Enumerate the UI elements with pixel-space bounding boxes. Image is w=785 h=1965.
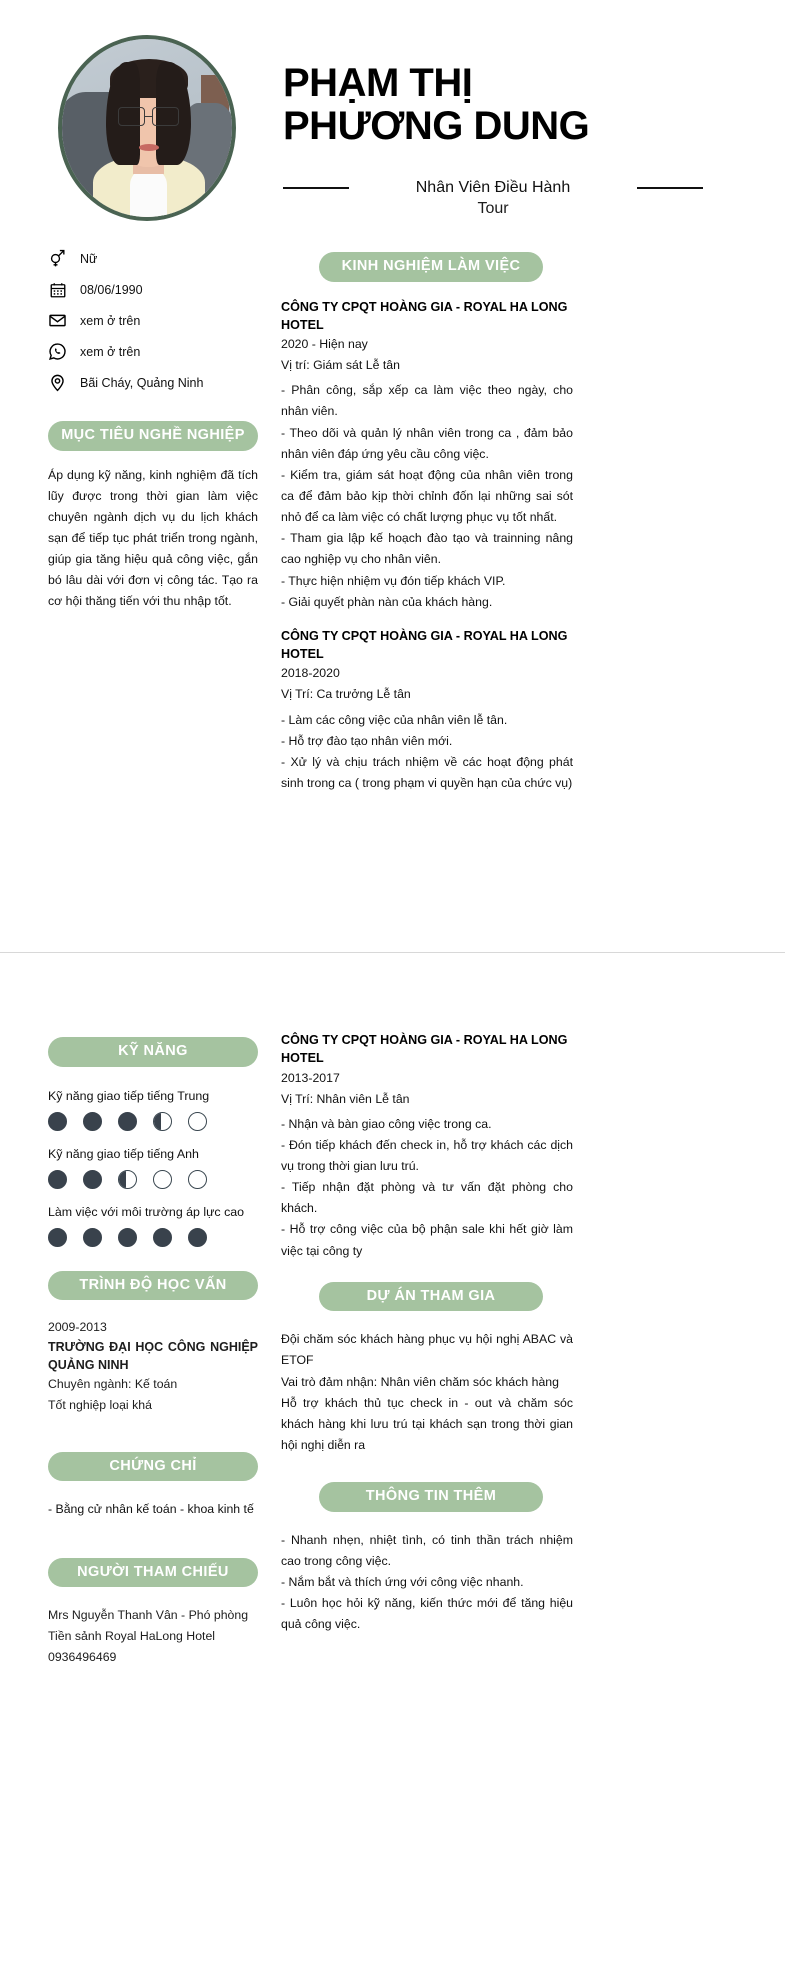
- references-section: [48, 1558, 258, 1668]
- rating-dot: [48, 1170, 67, 1189]
- rating-dot: [188, 1228, 207, 1247]
- page-title: [283, 62, 703, 148]
- left-column-page2: [48, 1037, 258, 1668]
- education-major: Chuyên ngành: Kế toán: [48, 1377, 178, 1392]
- cv-page-1: [0, 0, 785, 952]
- job-title: Nhân Viên Điều Hành: [415, 179, 571, 196]
- education-year: 2009-2013: [48, 1320, 107, 1334]
- contact-item-birthdate: [48, 274, 258, 305]
- job-position: Vị Trí: Ca trưởng Lễ tân: [281, 687, 411, 702]
- skill-label: Làm việc với môi trường áp lực cao: [48, 1204, 245, 1219]
- job-company: CÔNG TY CPQT HOÀNG GIA - ROYAL HA LONG HOTEL: [281, 628, 568, 662]
- avatar: [58, 35, 236, 221]
- rating-dot: [188, 1112, 207, 1131]
- rating-dot: [153, 1228, 172, 1247]
- experience-job-1: [281, 298, 573, 613]
- experience-heading: KINH NGHIỆM LÀM VIỆC: [319, 252, 543, 282]
- rating-dot: [118, 1228, 137, 1247]
- certificates-heading: CHỨNG CHỈ: [48, 1452, 258, 1482]
- portrait-photo: [62, 39, 232, 217]
- rule-right: [637, 187, 703, 189]
- contact-value-email: xem ở trên: [80, 313, 141, 328]
- skill-item-2: [48, 1147, 258, 1189]
- reference-line: Mrs Nguyễn Thanh Vân - Phó phòng: [48, 1608, 249, 1623]
- job-bullet: - Làm các công việc của nhân viên lễ tân.: [281, 712, 508, 727]
- contact-item-location: [48, 367, 258, 398]
- skills-heading: KỸ NĂNG: [48, 1037, 258, 1067]
- job-bullet: - Phân công, sắp xếp ca làm việc theo ngày, cho nhân viên.: [281, 383, 573, 419]
- experience-job-2: [281, 627, 573, 794]
- job-bullet: - Hỗ trợ đào tạo nhân viên mới.: [281, 733, 453, 748]
- additional-info-section: [281, 1482, 573, 1635]
- contact-item-email: [48, 305, 258, 336]
- skill-item-3: [48, 1205, 258, 1247]
- location-icon: [48, 373, 67, 392]
- certificates-section: [48, 1452, 258, 1521]
- right-column-page1: [281, 252, 573, 794]
- reference-line: 0936496469: [48, 1649, 117, 1664]
- project-line: Đội chăm sóc khách hàng phục vụ hội nghị ABAC và ETOF: [281, 1332, 573, 1368]
- additional-info-heading: THÔNG TIN THÊM: [319, 1482, 543, 1512]
- rating-dot: [118, 1112, 137, 1131]
- contact-value-gender: Nữ: [80, 251, 98, 266]
- objective-heading: MỤC TIÊU NGHỀ NGHIỆP: [48, 421, 258, 451]
- left-column-page1: [48, 243, 258, 612]
- job-company: CÔNG TY CPQT HOÀNG GIA - ROYAL HA LONG HOTEL: [281, 299, 568, 332]
- job-bullet: - Xử lý và chịu trách nhiệm về các hoạt động phát sinh trong ca ( trong phạm vi quyền hạn của chức vụ): [281, 754, 573, 791]
- certificate-item: - Bằng cử nhân kế toán - khoa kinh tế: [48, 1502, 254, 1517]
- job-bullet: - Theo dõi và quản lý nhân viên trong ca , đảm bảo nhân viên đáp ứng yêu cầu công việc.: [281, 425, 573, 461]
- skill-item-1: [48, 1089, 258, 1131]
- rating-dot: [48, 1228, 67, 1247]
- job-title-row: [283, 178, 703, 198]
- education-heading: TRÌNH ĐỘ HỌC VẤN: [48, 1271, 258, 1301]
- contact-list: [48, 243, 258, 398]
- job-period: 2013-2017: [281, 1070, 340, 1085]
- experience-job-3: [281, 1031, 573, 1262]
- education-result: Tốt nghiệp loại khá: [48, 1398, 152, 1413]
- job-bullet: - Giải quyết phàn nàn của khách hàng.: [281, 594, 493, 609]
- contact-value-location: Bãi Cháy, Quảng Ninh: [80, 375, 204, 390]
- reference-line: Tiền sảnh Royal HaLong Hotel: [48, 1628, 216, 1643]
- skill-rating: [48, 1228, 258, 1247]
- projects-heading: DỰ ÁN THAM GIA: [319, 1282, 543, 1312]
- job-position: Vị Trí: Nhân viên Lễ tân: [281, 1091, 410, 1106]
- objective-text: Áp dụng kỹ năng, kinh nghiệm đã tích lũy được trong thời gian làm việc chuyên ngành dịch vụ du lịch khách sạn để tiếp tục phát triển trong ngành, giúp gia tăng hiệu quả công việc, gắn bó lâu dài với đơn vị công tác. Tạo ra cơ hội thăng tiến với thu nhập tốt.: [48, 467, 258, 609]
- job-title-line2: Tour: [477, 200, 509, 217]
- references-heading: NGƯỜI THAM CHIẾU: [48, 1558, 258, 1588]
- education-school: TRƯỜNG ĐẠI HỌC CÔNG NGHIỆP QUẢNG NINH: [48, 1339, 258, 1373]
- cv-header: [0, 0, 785, 240]
- whatsapp-icon: [48, 342, 67, 361]
- cv-page-2: [0, 952, 785, 1965]
- job-period: 2018-2020: [281, 666, 340, 681]
- project-line: Vai trò đảm nhận: Nhân viên chăm sóc khách hàng: [281, 1374, 559, 1389]
- job-company: CÔNG TY CPQT HOÀNG GIA - ROYAL HA LONG HOTEL: [281, 1033, 568, 1066]
- rating-dot: [83, 1228, 102, 1247]
- skill-rating: [48, 1112, 258, 1131]
- job-bullet: - Kiểm tra, giám sát hoạt động của nhân viên trong ca để đảm bảo kịp thời chỉnh đốn lại những sai sót nhỏ để ca làm việc có chất lượng phục vụ tốt nhất.: [281, 467, 573, 525]
- rating-dot: [188, 1170, 207, 1189]
- gender-icon: [48, 249, 67, 268]
- projects-section: [281, 1282, 573, 1456]
- additional-info-item: - Nhanh nhẹn, nhiệt tình, có tinh thần trách nhiệm cao trong công việc.: [281, 1532, 573, 1568]
- right-column-page2: [281, 1031, 573, 1635]
- education-section: [48, 1271, 258, 1416]
- job-bullet: - Hỗ trợ công việc của bộ phận sale khi hết giờ làm việc tại công ty: [281, 1222, 573, 1258]
- rating-dot: [83, 1112, 102, 1131]
- job-bullet: - Đón tiếp khách đến check in, hỗ trợ khách các dịch vụ trong thời gian lưu trú.: [281, 1137, 573, 1174]
- job-position: Vị trí: Giám sát Lễ tân: [281, 358, 400, 373]
- job-bullet: - Tham gia lập kế hoạch đào tạo và trainning nâng cao nghiệp vụ cho nhân viên.: [281, 531, 573, 567]
- skill-rating: [48, 1170, 258, 1189]
- skill-label: Kỹ năng giao tiếp tiếng Anh: [48, 1146, 199, 1161]
- calendar-icon: [48, 280, 67, 299]
- rating-dot: [153, 1170, 172, 1189]
- name-line-2: PHƯƠNG DUNG: [283, 103, 590, 148]
- job-period: 2020 - Hiện nay: [281, 337, 368, 351]
- rule-left: [283, 187, 349, 189]
- job-bullet: - Thực hiện nhiệm vụ đón tiếp khách VIP.: [281, 573, 506, 588]
- contact-value-phone: xem ở trên: [80, 344, 141, 359]
- rating-dot: [153, 1112, 172, 1131]
- additional-info-item: - Luôn học hỏi kỹ năng, kiến thức mới để tăng hiệu quả công việc.: [281, 1596, 573, 1632]
- contact-item-gender: [48, 243, 258, 274]
- skill-label: Kỹ năng giao tiếp tiếng Trung: [48, 1088, 210, 1103]
- contact-item-phone: [48, 336, 258, 367]
- envelope-icon: [48, 311, 67, 330]
- job-bullet: - Nhận và bàn giao công việc trong ca.: [281, 1116, 492, 1131]
- project-line: Hỗ trợ khách thủ tục check in - out và chăm sóc khách hàng khi lưu trú tại khách sạn trong thời gian hội nghị diễn ra: [281, 1395, 573, 1452]
- additional-info-item: - Nắm bắt và thích ứng với công việc nhanh.: [281, 1574, 524, 1589]
- contact-value-birthdate: 08/06/1990: [80, 282, 143, 297]
- name-line-1: PHẠM THỊ: [283, 61, 473, 105]
- rating-dot: [83, 1170, 102, 1189]
- rating-dot: [118, 1170, 137, 1189]
- skills-section: [48, 1037, 258, 1247]
- objective-section: [48, 421, 258, 612]
- rating-dot: [48, 1112, 67, 1131]
- job-bullet: - Tiếp nhận đặt phòng và tư vấn đặt phòng cho khách.: [281, 1180, 573, 1216]
